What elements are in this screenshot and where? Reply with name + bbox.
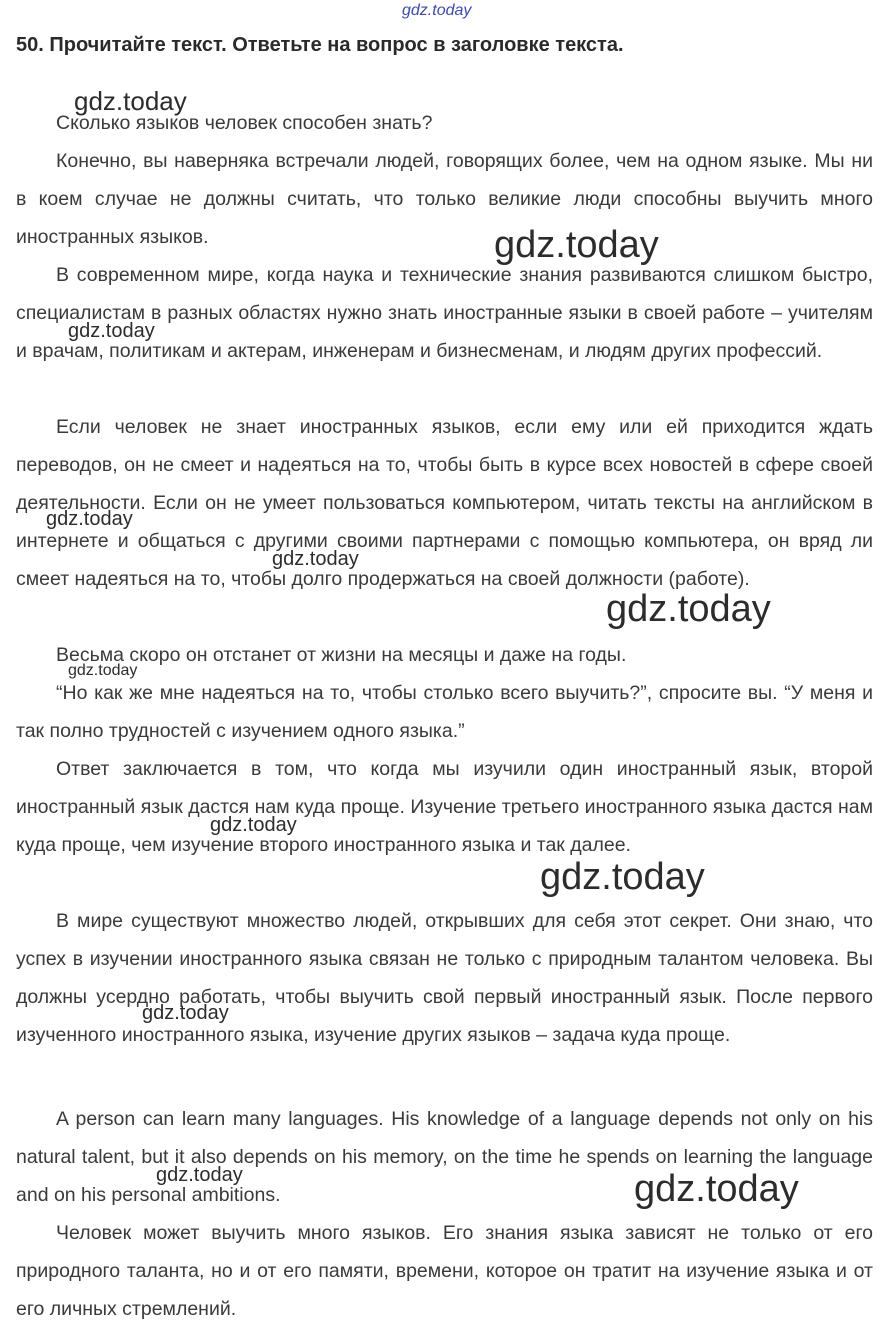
paragraph-7: В мире существуют множество людей, открывших для себя этот секрет. Они знаю, что успех в изучении иностранного языка связан не только с природным талантом человека. Вы должны усердно работать, чтобы выучить свой первый иностранный язык. После первого изученного иностранного языка, изучение других языков – задача куда проще. xyxy=(16,910,873,1046)
watermark: gdz.today xyxy=(272,548,359,570)
watermark: gdz.today xyxy=(634,1168,799,1210)
watermark: gdz.today xyxy=(68,320,155,342)
watermark: gdz.today xyxy=(46,508,133,530)
paragraph-1: Конечно, вы наверняка встречали людей, говорящих более, чем на одном языке. Мы ни в коем случае не должны считать, что только великие люди способны выучить много иностранных языков. xyxy=(16,150,873,248)
watermark: gdz.today xyxy=(540,856,705,898)
watermark: gdz.today xyxy=(74,86,187,116)
watermark: gdz.today xyxy=(606,588,771,630)
watermark: gdz.today xyxy=(68,662,138,679)
paragraph-3: Если человек не знает иностранных языков, если ему или ей приходится ждать переводов, он не смеет и надеяться на то, чтобы быть в курсе всех новостей в сфере своей деятельности. Если он не умеет пользоваться компьютером, читать тексты на английском в интернете и общаться с другими своими партнерами с помощью компьютера, он вряд ли смеет надеяться на то, чтобы долго продержаться на своей должности (работе). xyxy=(16,416,873,590)
watermark: gdz.today xyxy=(156,1164,243,1186)
watermark: gdz.today xyxy=(210,814,297,836)
paragraph-2: В современном мире, когда наука и технические знания развиваются слишком быстро, специалистам в разных областях нужно знать иностранные языки в своей работе – учителям и врачам, политикам и актерам, инженерам и бизнесменам, и людям других профессий. xyxy=(16,264,873,362)
paragraph-9: Человек может выучить много языков. Его знания языка зависят не только от его природного таланта, но и от его памяти, времени, которое он тратит на изучение языка и от его личных стремлений. xyxy=(16,1222,873,1320)
header-watermark: gdz.today xyxy=(402,2,472,19)
watermark: gdz.today xyxy=(142,1002,229,1024)
watermark: gdz.today xyxy=(494,224,659,266)
task-title: 50. Прочитайте текст. Ответьте на вопрос в заголовке текста. xyxy=(16,34,624,56)
paragraph-4: Весьма скоро он отстанет от жизни на месяцы и даже на годы. xyxy=(56,644,627,666)
paragraph-8-english: A person can learn many languages. His knowledge of a language depends not only on his natural talent, but it also depends on his memory, on the time he spends on learning the language and on his personal ambitions. xyxy=(16,1108,873,1206)
paragraph-5: “Но как же мне надеяться на то, чтобы столько всего выучить?”, спросите вы. “У меня и так полно трудностей с изучением одного языка.” xyxy=(16,682,873,742)
text-question-title: Сколько языков человек способен знать? xyxy=(56,112,433,134)
paragraph-6: Ответ заключается в том, что когда мы изучили один иностранный язык, второй иностранный язык дастся нам куда проще. Изучение третьего иностранного языка дастся нам куда проще, чем изучение второго иностранного языка и так далее. xyxy=(16,758,873,856)
